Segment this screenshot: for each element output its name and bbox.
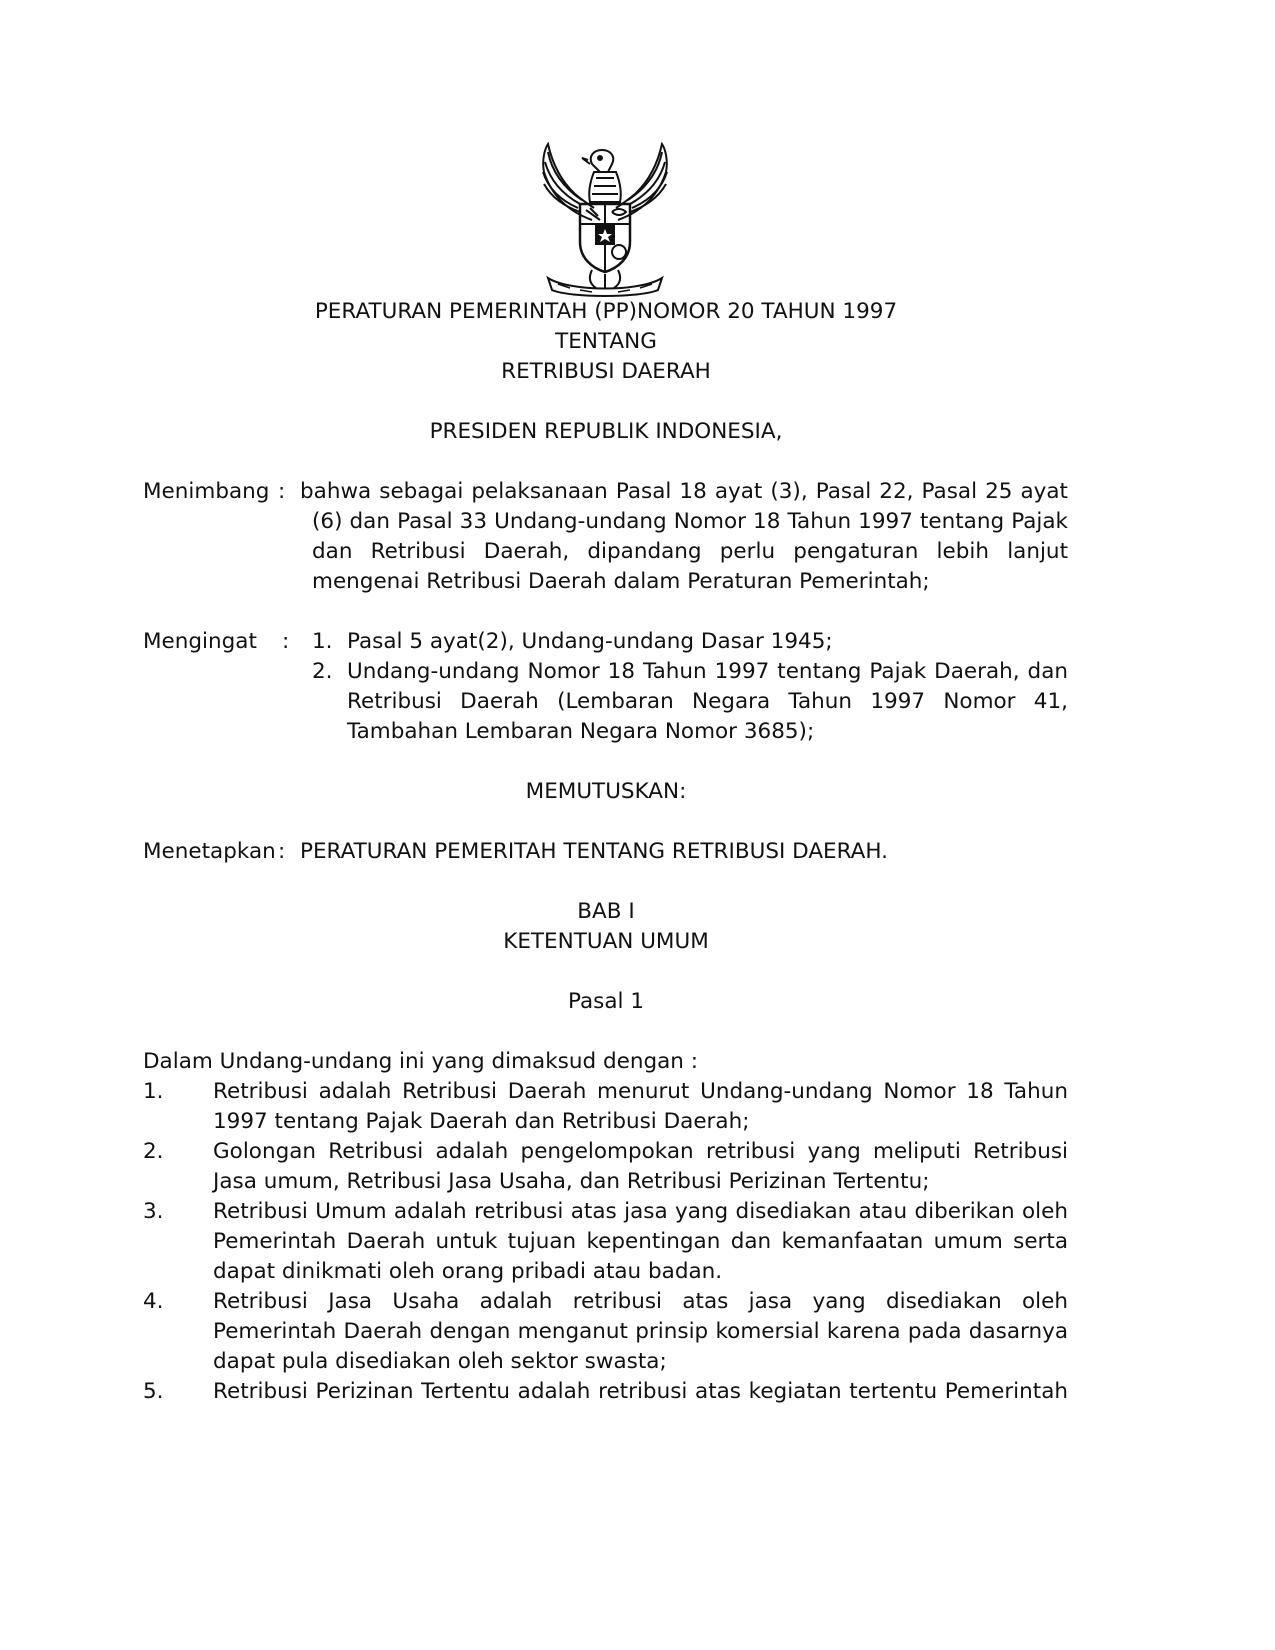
menimbang-label: Menimbang (143, 479, 270, 504)
definition-text: Retribusi adalah Retribusi Daerah menurut Undang-undang Nomor 18 Tahun 1997 tentang Pajak Daerah dan Retribusi Daerah; (213, 1079, 1068, 1134)
memutuskan-heading: MEMUTUSKAN: (525, 779, 687, 804)
definition-number: 4. (143, 1289, 164, 1314)
president-heading: PRESIDEN REPUBLIK INDONESIA, (429, 419, 783, 444)
definition-text: Retribusi Jasa Usaha adalah retribusi atas jasa yang disediakan oleh Pemerintah Daerah dengan menganut prinsip komersial karena pada dasarnya dapat pula disediakan oleh sektor swasta; (213, 1289, 1068, 1374)
mengingat-item-text: Pasal 5 ayat(2), Undang-undang Dasar 1945; (347, 629, 833, 654)
mengingat-colon: : (282, 629, 290, 654)
menetapkan-colon: : (278, 839, 286, 864)
menimbang-paragraph: bahwa sebagai pelaksanaan Pasal 18 ayat (3), Pasal 22, Pasal 25 ayat (6) dan Pasal 33 Undang-undang Nomor 18 Tahun 1997 tentang Pajak dan Retribusi Daerah, dipandang perlu pengaturan lebih lanjut mengenai Retribusi Daerah dalam Peraturan Pemerintah; (300, 479, 1068, 594)
pasal-heading: Pasal 1 (567, 989, 645, 1014)
mengingat-item-number: 1. (312, 629, 333, 654)
mengingat-item-number: 2. (312, 659, 333, 684)
definitions-intro: Dalam Undang-undang ini yang dimaksud dengan : (143, 1049, 699, 1074)
mengingat-label: Mengingat (143, 629, 257, 654)
title-line-3: RETRIBUSI DAERAH (501, 359, 711, 384)
definition-text: Golongan Retribusi adalah pengelompokan retribusi yang meliputi Retribusi Jasa umum, Retribusi Jasa Usaha, dan Retribusi Perizinan Tertentu; (213, 1139, 1068, 1194)
garuda-emblem-icon (530, 142, 680, 298)
menetapkan-text: PERATURAN PEMERITAH TENTANG RETRIBUSI DAERAH. (300, 839, 889, 864)
definition-number: 1. (143, 1079, 164, 1104)
definition-number: 5. (143, 1379, 164, 1404)
definition-number: 3. (143, 1199, 164, 1224)
menimbang-colon: : (278, 479, 286, 504)
title-line-1: PERATURAN PEMERINTAH (PP)NOMOR 20 TAHUN 1997 (314, 299, 898, 324)
menetapkan-label: Menetapkan (143, 839, 276, 864)
title-line-2: TENTANG (555, 329, 657, 354)
bab-title: KETENTUAN UMUM (503, 929, 709, 954)
bab-number: BAB I (577, 899, 635, 924)
definition-text: Retribusi Perizinan Tertentu adalah retribusi atas kegiatan tertentu Pemerintah (213, 1379, 1068, 1404)
definition-number: 2. (143, 1139, 164, 1164)
definition-text: Retribusi Umum adalah retribusi atas jasa yang disediakan atau diberikan oleh Pemerintah Daerah untuk tujuan kepentingan dan kemanfaatan umum serta dapat dinikmati oleh orang pribadi atau badan. (213, 1199, 1068, 1284)
mengingat-item-text: Undang-undang Nomor 18 Tahun 1997 tentang Pajak Daerah, dan Retribusi Daerah (Lembaran Negara Tahun 1997 Nomor 41, Tambahan Lembaran Negara Nomor 3685); (347, 659, 1068, 744)
